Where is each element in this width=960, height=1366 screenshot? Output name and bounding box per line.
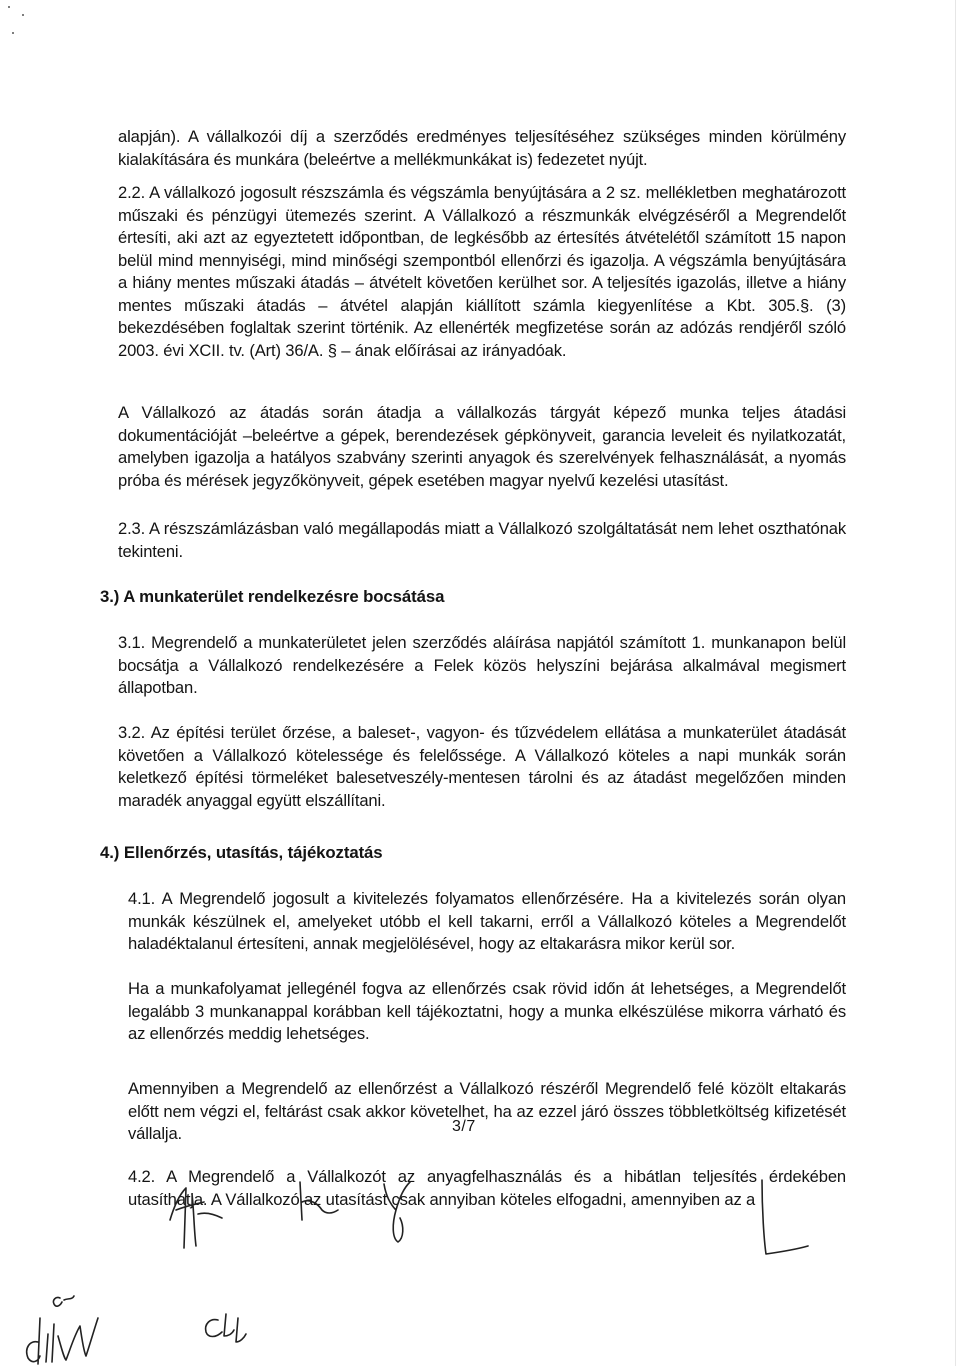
paragraph-inspection: Ha a munkafolyamat jellegénél fogva az ellenőrzés csak rövid időn át lehetséges, a Megrendelőt legalább 3 munkanappal korábban kell tájékoztatni, hogy a munka elkészülése mikorra várható és az ellenőrzés meddig lehetséges. [128, 979, 846, 1043]
paragraph-3-1: 3.1. Megrendelő a munkaterületet jelen szerződés aláírása napjától számított 1. munkanapon belül bocsátja a Vállalkozó rendelkezésére a Felek közös helyszíni bejárása alkalmával megismert állapotban. [118, 633, 846, 697]
signature-initial-2 [300, 1182, 338, 1220]
signature-initial-4 [762, 1180, 808, 1254]
paragraph-2-3: 2.3. A részszámlázásban való megállapodás miatt a Vállalkozó szolgáltatását nem lehet oszthatónak tekinteni. [118, 519, 846, 561]
scan-speck [12, 32, 14, 34]
signature-initial-3 [384, 1182, 410, 1242]
paragraph-2-2: 2.2. A vállalkozó jogosult részszámla és végszámla benyújtására a 2 sz. mellékletben meghatározott műszaki és pénzügyi ütemezés szerint. A Vállalkozó a részmunkák elvégzéséről a Megrendelőt értesíti, aki azt az egyeztetett időpontban, de legkésőbb az értesítés átvételétől számított 15 napon belül mind mennyiségi, mind minőségi szempontból ellenőrzi és igazolja. A végszámla benyújtására a hiány mentes műszaki átadás – átvételt követően kerülhet sor. A teljesítés igazolás, illetve a hiány mentes műszaki átadás – átvétel alapján kiállított számla kiegyenlítése a Kbt. 305.§. (3) bekezdésében foglaltak szerint történik. Az ellenérték megfizetése során az adózás rendjéről szóló 2003. évi XCII. tv. (Art) 36/A. § – ának előírásai az irányadóak. [118, 183, 846, 360]
page-number: 3/7 [452, 1118, 476, 1135]
scan-edge-line [955, 0, 956, 1366]
signature-initial-5 [206, 1314, 246, 1342]
heading-section-4: 4.) Ellenőrzés, utasítás, tájékoztatás [100, 843, 383, 862]
paragraph-4-1: 4.1. A Megrendelő jogosult a kivitelezés folyamatos ellenőrzésére. Ha a kivitelezés során olyan munkák készülnek el, amelyeket utóbb el kell takarni, erről a Vállalkozó köteles a Megrendelőt haladéktalanul értesíteni, annak megjelölésével, hogy az eltakarásra mikor kerül sor. [128, 889, 846, 953]
signature-initial-6 [27, 1318, 98, 1364]
paragraph-intro: alapján). A vállalkozói díj a szerződés eredményes teljesítéséhez szükséges minden körülmény kialakítására és munkára (beleértve a mellékmunkákat is) fedezetet nyújt. [118, 127, 846, 169]
handwritten-initials [0, 1130, 960, 1366]
scan-speck [8, 6, 10, 8]
paragraph-uncovering: Amennyiben a Megrendelő az ellenőrzést a Vállalkozó részéről Megrendelő felé közölt eltakarás előtt nem végzi el, feltárást csak akkor követelhet, ha az ezzel járó összes többletköltség kifizetését vállalja. [128, 1079, 846, 1143]
paragraph-handover: A Vállalkozó az átadás során átadja a vállalkozás tárgyát képező munka teljes átadási dokumentációját –beleértve a gépek, berendezések gépkönyveit, garancia leveleit és nyilatkozatát, amelyben igazolja a hatályos szabvány szerinti anyagok és szerelvények felhasználását, a nyomás próba és mérések jegyzőkönyveit, gépek esetében magyar nyelvű kezelési utasítást. [118, 403, 846, 490]
signature-initial-7 [53, 1296, 74, 1306]
signature-initial-1 [170, 1188, 222, 1248]
scan-speck [22, 14, 24, 16]
paragraph-4-2: 4.2. A Megrendelő a Vállalkozót az anyagfelhasználás és a hibátlan teljesítés érdekében utasíthatja. A Vállalkozó az utasítást csak annyiban köteles elfogadni, amennyiben az a [128, 1167, 846, 1209]
paragraph-3-2: 3.2. Az építési terület őrzése, a baleset-, vagyon- és tűzvédelem ellátása a munkaterület átadását követően a Vállalkozó kötelessége és felelőssége. A Vállalkozó köteles a napi munkák során keletkező építési törmeléket balesetveszély-mentesen tárolni és az átadást megelőzően minden maradék anyaggal együtt elszállítani. [118, 723, 846, 810]
heading-section-3: 3.) A munkaterület rendelkezésre bocsátása [100, 587, 445, 606]
